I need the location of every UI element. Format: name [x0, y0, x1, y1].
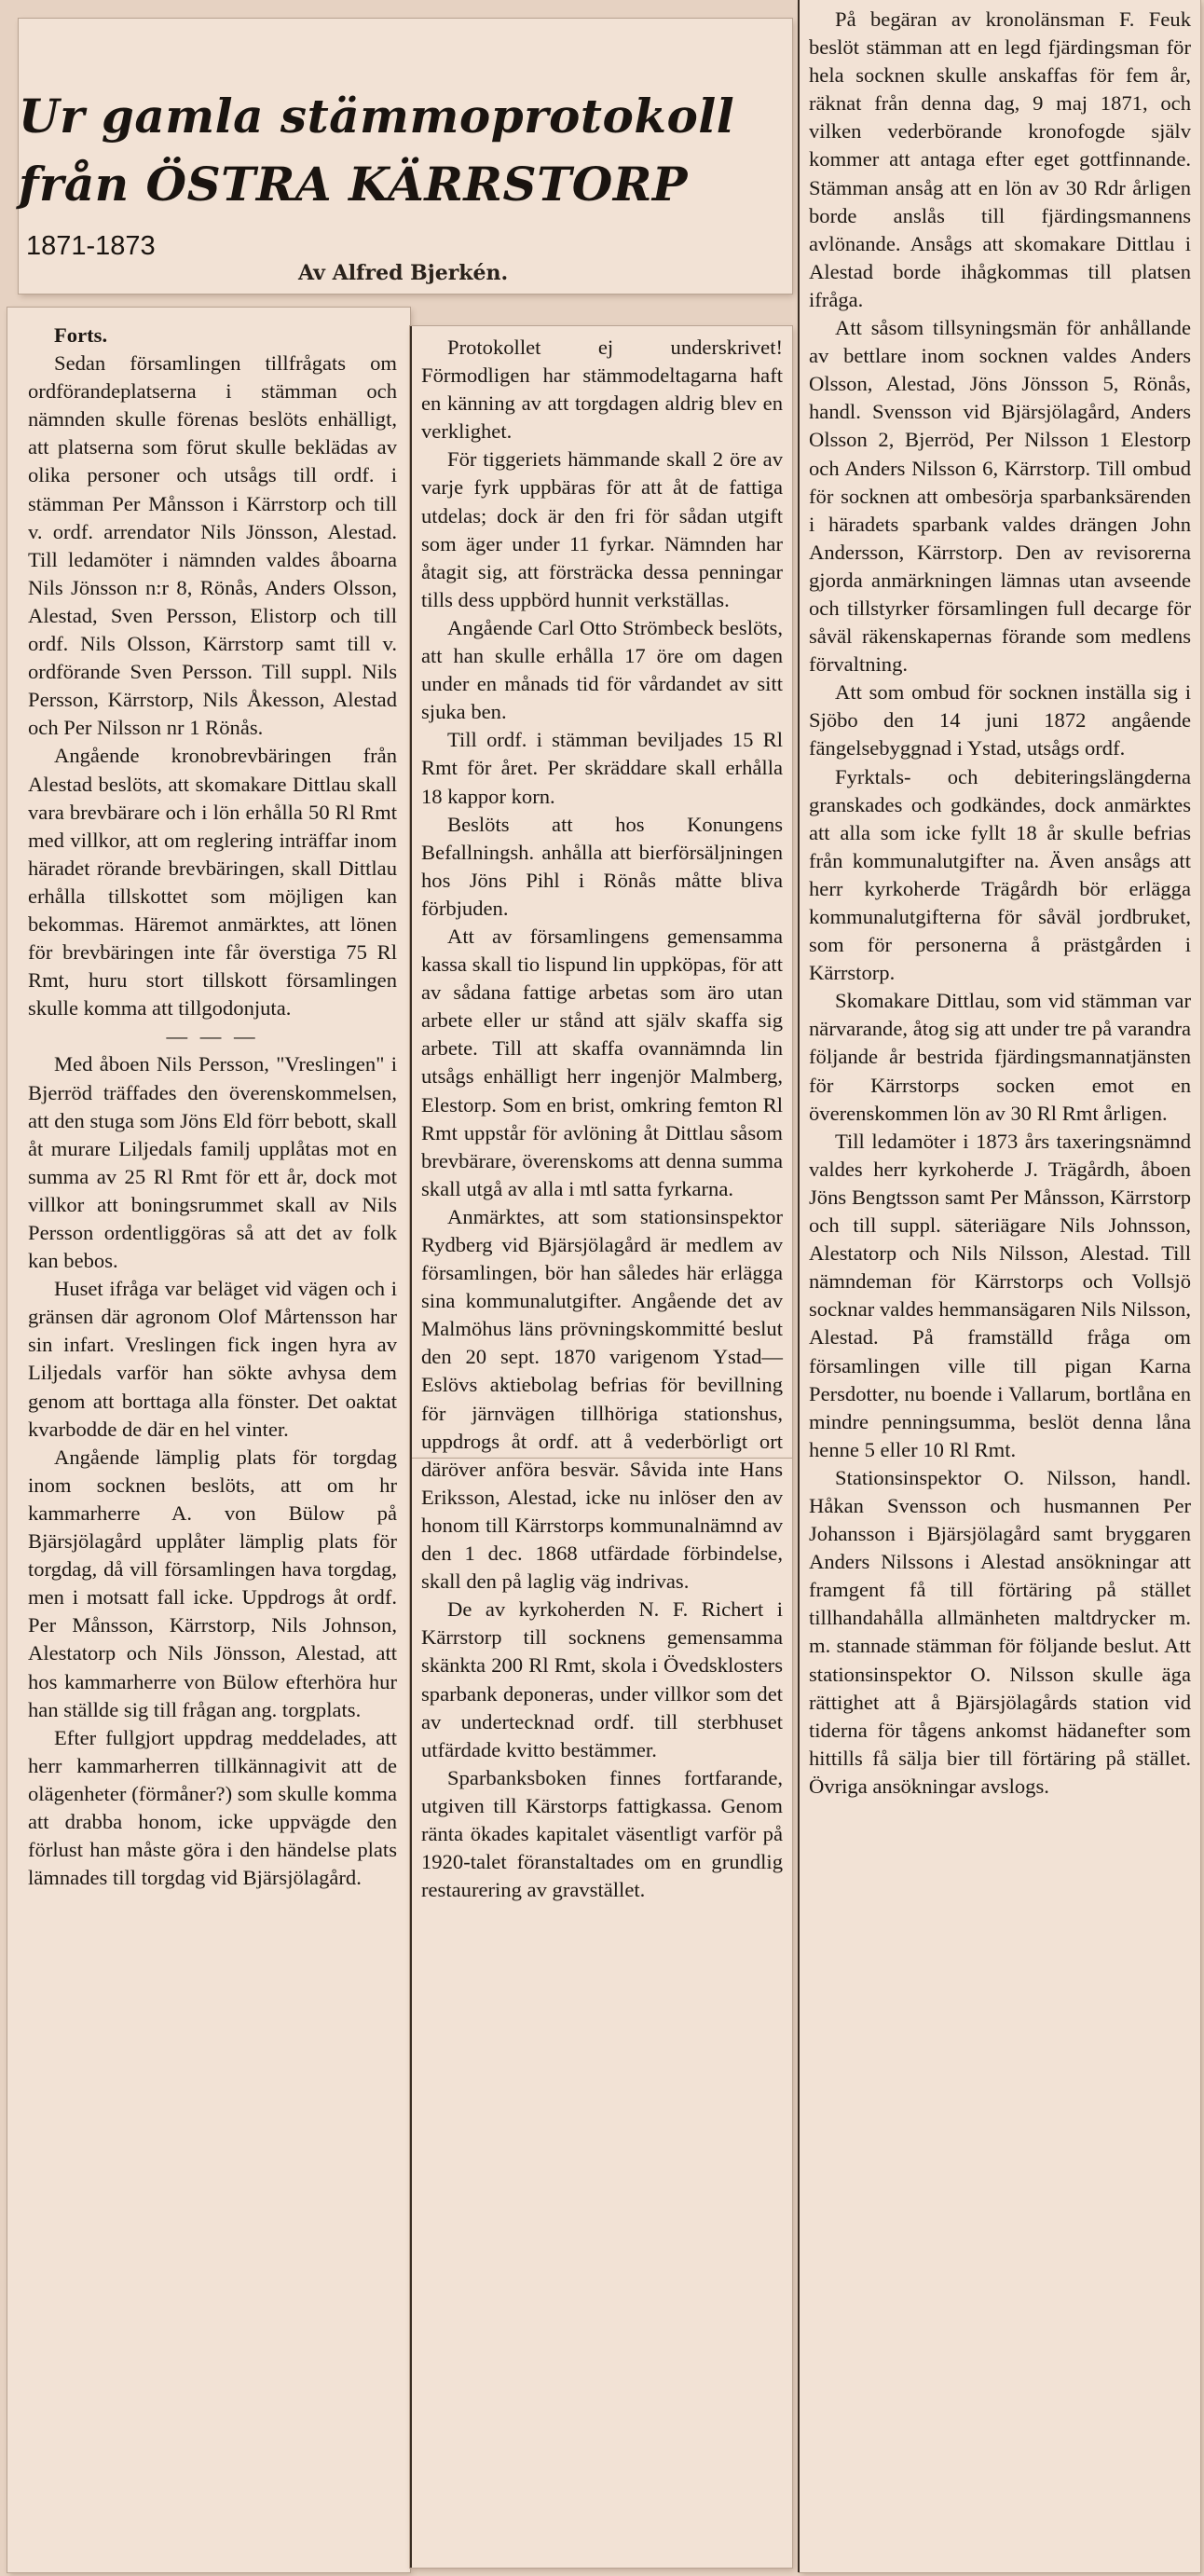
paragraph: Till ledamöter i 1873 års taxeringsnämnd valdes herr kyrkoherde J. Trägårdh, åboen Jöns Bengtsson samt Per Månsson, Kärrstorp och till suppl. säteriägare Nils Johnsson, Alestatorp och Nils Nilsson, Alestad. Till nämndeman för Kärrstorps och Vollsjö socknar valdes hemmansägaren Nils Nilsson, Alestad. På framställd fråga om församlingen ville till pigan Karna Persdotter, nu boende i Vallarum, bortlåna en mindre penningsumma, beslöt denna låna henne 5 eller 10 Rl Rmt. — [809, 1129, 1191, 1461]
article-column-2 — [421, 334, 783, 1904]
paragraph: Protokollet ej underskrivet! Förmodligen har stämmodeltagarna haft en känning av att torgdagen aldrig blev en verklighet. — [421, 336, 783, 444]
section-separator: — — — — [166, 1024, 259, 1048]
paragraph: De av kyrkoherden N. F. Richert i Kärrstorp till socknens gemensamma skänkta 200 Rl Rmt, skola i Övedsklosters sparbank deponeras, under villkor som det av undertecknad ordf. till sterbhuset utfärdade kvitto bestämmer. — [421, 1597, 783, 1761]
headline-line2: från ÖSTRA KÄRRSTORP — [19, 157, 688, 212]
article-column-3 — [809, 6, 1191, 1801]
column-rule-1 — [410, 326, 412, 2568]
paragraph: Anmärktes, att som stationsinspektor Rydberg vid Bjärsjölagård är medlem av församlingen, bör han således här erlägga sina kommunalutgifter. Angående det av Malmöhus läns prövningskommitté beslut den 20 sept. 1870 varigenom Ystad—Eslövs aktiebolag befrias för bevillning för järnvägen tillhöriga stationshus, uppdrogs åt ordf. att å vederbörligt ort däröver anföra besvär. Såvida inte Hans Eriksson, Alestad, icke nu inlöser den av honom till Kärrstorps kommunalnämnd av den 1 dec. 1868 utfärdade förbindelse, skall den på laglig väg indrivas. — [421, 1204, 783, 1594]
paragraph: Stationsinspektor O. Nilsson, handl. Håkan Svensson och husmannen Per Johansson i Bjärsjölagård samt bryggaren Anders Nilssons i Alestad ansökningar att framgent få till förtäring på stället tillhandahålla allmänheten maltdrycker m. m. stannade stämman för följande beslut. Att stationsinspektor O. Nilsson skulle äga rättighet att å Bjärsjölagårds station vid tiderna för tågens ankomst hädanefter som hittills få sälja bier till förtäring på stället. Övriga ansökningar avslogs. — [809, 1465, 1191, 1798]
article-column-1 — [28, 322, 397, 1892]
paragraph: Angående Carl Otto Strömbeck beslöts, att han skulle erhålla 17 öre om dagen under en månads tid för vårdandet av sitt sjuka ben. — [421, 615, 783, 724]
column-rule-2 — [798, 0, 800, 2572]
paragraph: Sedan församlingen tillfrågats om ordförandeplatserna i stämman och nämnden skulle förenas beslöts enhälligt, att platserna som förut skulle beklädas av olika personer och utsågs till ordf. i stämman Per Månsson i Kärrstorp och till v. ordf. arrendator Nils Jönsson, Alestad. Till ledamöter i nämnden valdes åboarna Nils Jönsson n:r 8, Rönås, Anders Olsson, Alestad, Sven Persson, Elistorp och till ordf. Nils Olsson, Kärrstorp samt till v. ordförande Sven Persson. Till suppl. Nils Persson, Kärrstorp, Nils Åkesson, Alestad och Per Nilsson nr 1 Rönås. — [28, 351, 397, 740]
headline-line1: Ur gamla stämmoprotokoll — [19, 89, 735, 144]
paragraph: Fyrktals- och debiteringslängderna granskades och godkändes, dock anmärktes att alla som icke fyllt 18 år skulle befrias från kommunalutgifter na. Även ansågs att herr kyrkoherde Trägårdh bör erlägga kommunalutgifterna för såväl jordbruket, som för personerna å prästgården i Kärrstorp. — [809, 764, 1191, 985]
paragraph: Huset ifråga var beläget vid vägen och i gränsen där agronom Olof Mårtensson har sin infart. Vreslingen fick ingen hyra av Liljedals varför han sökte avhysa dem genom att borttaga alla fönster. Det oaktat kvarbodde de där en hel vinter. — [28, 1277, 397, 1441]
byline: Av Alfred Bjerkén. — [298, 261, 509, 285]
paragraph: Efter fullgjort uppdrag meddelades, att herr kammarherren tillkännagivit att de olägenheter (förmåner?) som skulle komma att drabba honom, icke uppvägde den förlust han måste göra i den händelse plats lämnades till torgdag vid Bjärsjölagård. — [28, 1725, 397, 1890]
paragraph: Att som ombud för socknen inställa sig i Sjöbo den 14 juni 1872 angående fängelsebyggnad i Ystad, utsågs ordf. — [809, 680, 1191, 760]
paragraph: Beslöts att hos Konungens Befallningsh. anhålla att bierförsäljningen hos Jöns Pihl i Rönås måtte bliva förbjuden. — [421, 812, 783, 920]
paragraph: På begäran av kronolänsman F. Feuk beslöt stämman att en legd fjärdingsman för hela socknen skulle anskaffas för fem år, räknat från denna dag, 9 maj 1871, och vilken vederbörande kronofogde själv kommer att antaga efter eget gottfinnande. Stämman ansåg att en lön av 30 Rdr årligen borde anslås till fjärdingsmannens avlönande. Ansågs att skomakare Dittlau i Alestad borde ihågkommas till platsen ifråga. — [809, 7, 1191, 311]
paragraph: Sparbanksboken finnes fortfarande, utgiven till Kärstorps fattigkassa. Genom ränta ökades kapitalet väsentligt varför på 1920-talet föranstaltades om en grundlig restaurering av gravstället. — [421, 1765, 783, 1902]
headline-dates: 1871-1873 — [26, 231, 156, 261]
continued-marker: Forts. — [54, 323, 108, 347]
paragraph: Angående kronobrevbäringen från Alestad beslöts, att skomakare Dittlau skall vara brevbärare och i lön erhålla 50 Rl Rmt med villkor, att om reglering inträffar inom häradet rörande brevbäringen, skall Dittlau erhålla tillskottet som möjligen kan bekommas. Häremot anmärktes, att lönen för brevbäringen inte får överstiga 75 Rl Rmt, huru stort tillskott församlingen skulle komma att tillgodonjuta. — [28, 744, 397, 1021]
paragraph: Skomakare Dittlau, som vid stämman var närvarande, åtog sig att under tre på varandra följande år bestrida fjärdingsmannatjänsten för Kärrstorps socken emot en överenskommen lön av 30 Rl Rmt årligen. — [809, 989, 1191, 1125]
paragraph: Till ordf. i stämman beviljades 15 Rl Rmt för året. Per skräddare skall erhålla 18 kappor korn. — [421, 728, 783, 808]
paragraph: Att av församlingens gemensamma kassa skall tio lispund lin uppköpas, för att av sådana fattige arbetas som äro utan arbete eller ur stånd att själv skaffa sig arbete. Till att skaffa ovannämnda lin utsågs enhälligt herr ingenjör Malmberg, Elestorp. Som en brist, omkring femton Rl Rmt uppstår för avlöning åt Dittlau såsom brevbärare, överenskoms att denna summa skall utgå av alla i mtl satta fyrkarna. — [421, 924, 783, 1200]
paragraph: Angående lämplig plats för torgdag inom socknen beslöts, att om hr kammarherre A. von Bülow på Bjärsjölagård upplåter lämplig plats för torgdag, då vill församlingen hava torgdag, men i motsatt fall icke. Uppdrogs åt ordf. Per Månsson, Kärrstorp, Nils Johnson, Alestatorp och Nils Jönsson, Alestad, att hos kammarherre von Bülow efterhöra hur han ställde sig till frågan ang. torgplats. — [28, 1445, 397, 1721]
paragraph: För tiggeriets hämmande skall 2 öre av varje fyrk uppbäras för att åt de fattiga utdelas; dock är den fri för sådan utgift som äger under 11 fyrkar. Nämnden har åtagit sig, att försträcka dessa penningar tills dess uppbörd hunnit verkställas. — [421, 447, 783, 611]
paragraph: Att såsom tillsyningsmän för anhållande av bettlare inom socknen valdes Anders Olsson, Alestad, Jöns Jönsson 5, Rönås, handl. Svensson vid Bjärsjölagård, Anders Olsson 2, Bjerröd, Per Nilsson 1 Elestorp och Anders Nilsson 6, Kärrstorp. Till ombud för socknen att ombesörja sparbanksärenden i häradets sparbank valdes drängen John Andersson, Kärrstorp. Den av revisorerna gjorda anmärkningen lämnas utan avseende och tillstyrker församlingen full decarge för såväl räkenskapernas förande som medlens förvaltning. — [809, 316, 1191, 677]
paragraph: Med åboen Nils Persson, "Vreslingen" i Bjerröd träffades den överenskommelsen, att den stuga som Jöns Eld förr bebott, skall åt murare Liljedals familj upplåtas mot en summa av 25 Rl Rmt för ett år, dock mot villkor att boningsrummet skall av Nils Persson ordentliggöras så att det av folk kan bebos. — [28, 1052, 397, 1273]
